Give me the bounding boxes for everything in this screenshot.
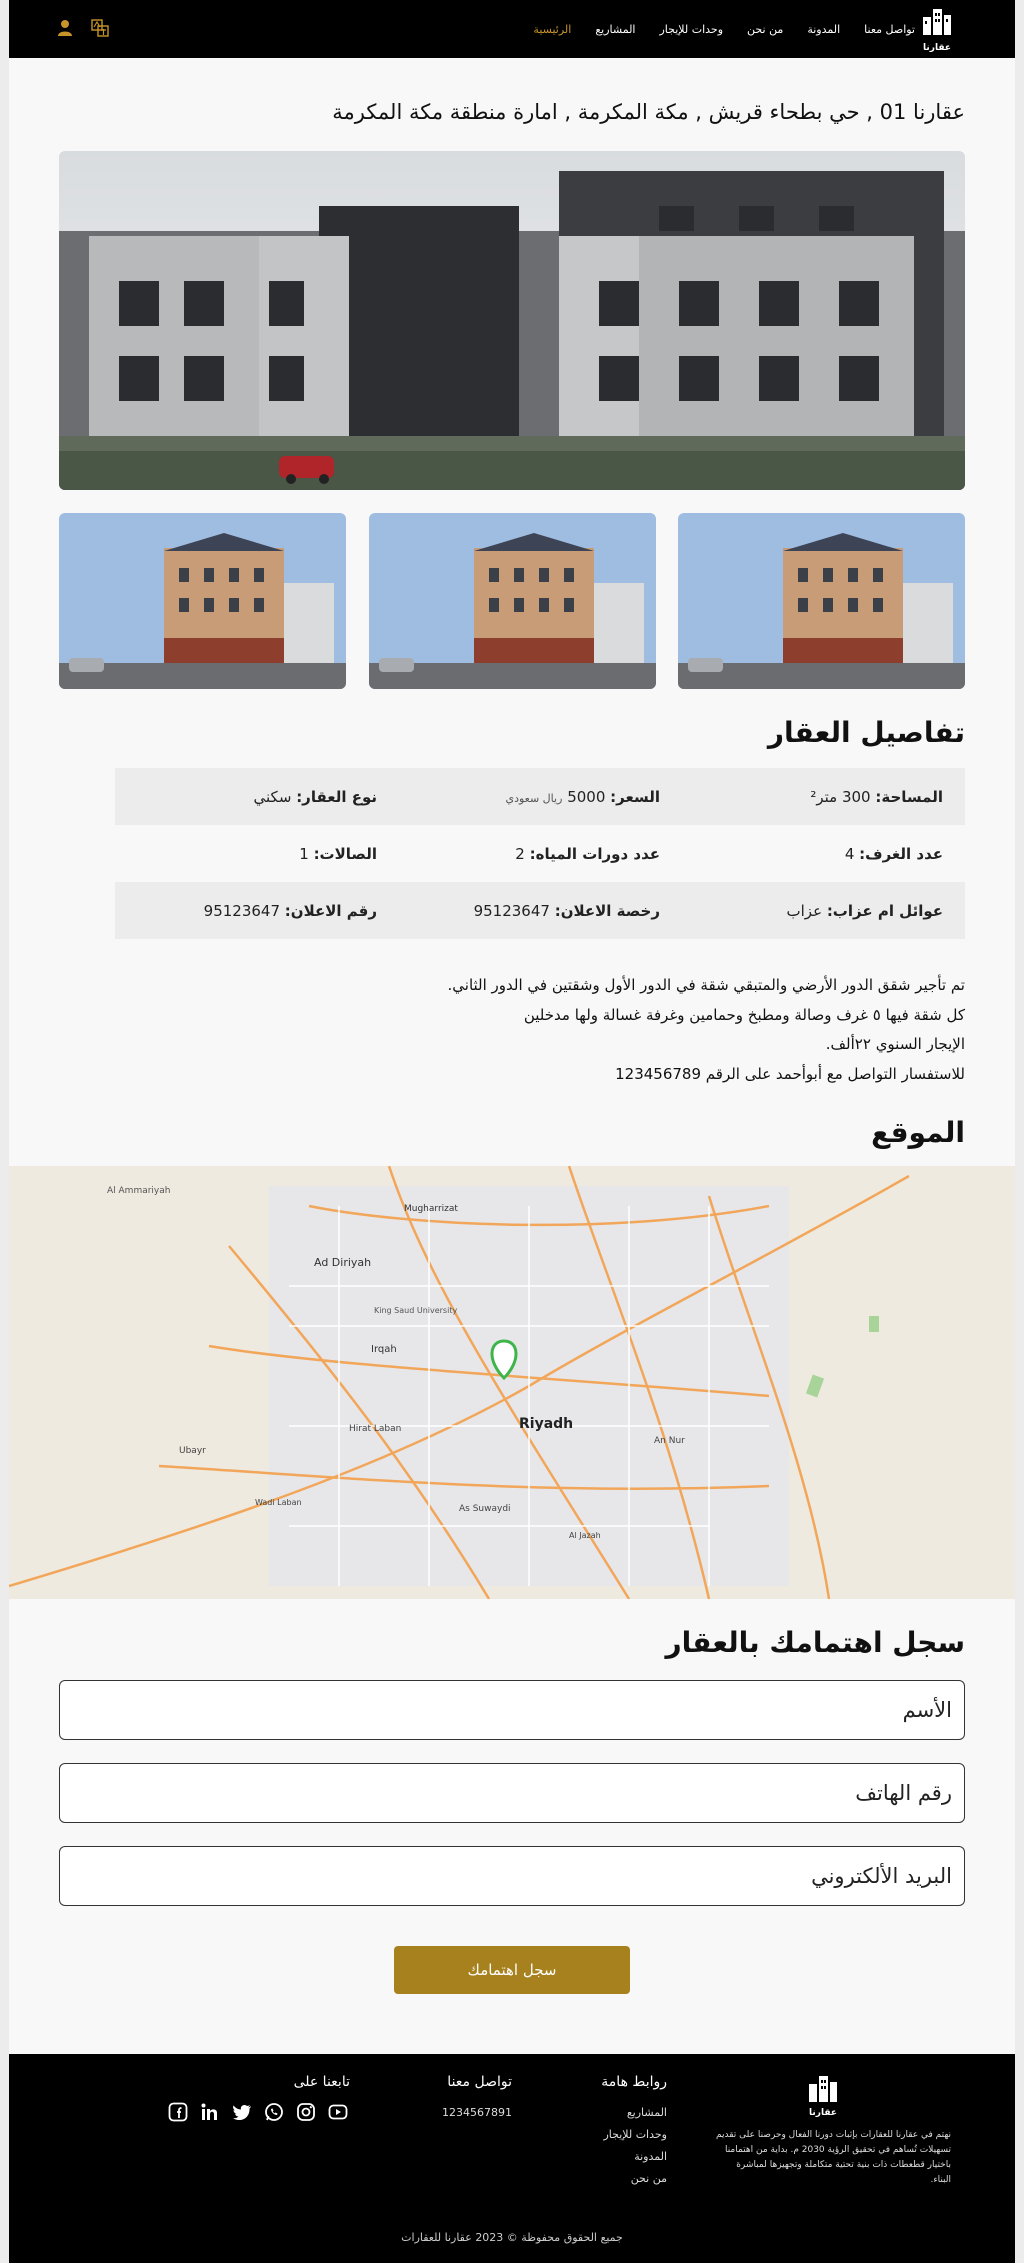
detail-value: 1 [299, 844, 309, 863]
description-line: للاستفسار التواصل مع أبوأحمد على الرقم 123456789 [615, 1064, 965, 1083]
thumbnail-building-illustration [59, 513, 346, 689]
thumbnail-image-3[interactable] [59, 513, 346, 689]
detail-label: المساحة: [875, 787, 943, 806]
description-line: كل شقة فيها ٥ غرف وصالة ومطبخ وحمامين وغرفة غسالة ولها مدخلين [523, 1005, 965, 1024]
nav-contact[interactable]: تواصل معنا [864, 22, 915, 36]
instagram-icon[interactable] [296, 2102, 318, 2124]
details-row [115, 882, 965, 939]
details-table [115, 768, 965, 939]
detail-value: 4 [844, 844, 855, 863]
description-line: تم تأجير شقق الدور الأرضي والمتبقي شقة في الدور الأول وشقتين في الدور الثاني. [447, 976, 965, 994]
details-row [115, 825, 965, 882]
currency-unit: ريال سعودي [505, 791, 563, 805]
name-placeholder: الأسم [902, 1698, 952, 1722]
youtube-icon[interactable] [328, 2102, 350, 2124]
detail-label: رخصة الاعلان: [554, 901, 660, 920]
footer-about-text: نهتم في عقارنا للعقارات بإثبات دورنا الفعال وحرصنا على تقديم تسهيلات تُساهم في تحقيق الرؤية 2030 م. بداية من اهتمامنا باختيار قطعطات ذات بنية تحتية متكاملة وتجهيزها لمباشرة البناء. [716, 2130, 951, 2185]
facebook-icon[interactable] [168, 2102, 190, 2124]
nav-about[interactable]: من نحن [747, 22, 784, 36]
map-place-label: Al Ammariyah [107, 1186, 171, 1196]
detail-label: الصالات: [313, 844, 377, 863]
interest-heading: سجل اهتمامك بالعقار [665, 1626, 965, 1659]
whatsapp-icon[interactable] [264, 2102, 286, 2124]
map-place-label: An Nur [654, 1436, 685, 1446]
detail-value: سكني [253, 787, 292, 806]
map-place-label: Al Jazah [569, 1531, 601, 1540]
footer-contact-phone: 1234567891 [442, 2106, 512, 2119]
footer-contact [442, 2074, 512, 2124]
phone-field[interactable] [59, 1763, 965, 1823]
user-icon[interactable] [57, 19, 73, 37]
nav-rental-units[interactable]: وحدات للإيجار [659, 22, 724, 36]
property-title: عقارنا 01 , حي بطحاء قريش , مكة المكرمة , امارة منطقة مكة المكرمة [332, 100, 965, 124]
map-place-label: Ubayr [179, 1446, 206, 1456]
footer [9, 2054, 1015, 2263]
footer-links-heading: روابط هامة [601, 2074, 667, 2090]
detail-tenant-type [682, 902, 965, 920]
footer-link-about[interactable]: من نحن [630, 2172, 667, 2185]
register-interest-button[interactable]: سجل اهتمامك [394, 1946, 630, 1994]
top-navbar [9, 0, 1015, 58]
detail-rooms [682, 845, 965, 863]
nav-home[interactable]: الرئيسية [533, 22, 572, 36]
footer-social [168, 2074, 350, 2124]
detail-bathrooms [399, 845, 682, 863]
detail-value: 95123647 [203, 901, 281, 920]
footer-logo[interactable] [803, 2074, 843, 2118]
details-row [115, 768, 965, 825]
language-icon[interactable] [91, 19, 109, 37]
map-place-label: Irqah [371, 1344, 397, 1355]
copyright-text: جميع الحقوق محفوظة © 2023 عقارنا للعقارات [401, 2231, 623, 2244]
detail-ad-number [116, 902, 399, 920]
detail-halls [116, 845, 399, 863]
main-property-image[interactable] [59, 151, 965, 490]
detail-label: نوع العقار: [296, 787, 377, 806]
footer-about [713, 2074, 951, 2188]
detail-ad-license [399, 902, 682, 920]
thumbnail-building-illustration [678, 513, 965, 689]
site-logo[interactable] [919, 7, 955, 51]
social-icons [168, 2102, 350, 2124]
map-canvas [9, 1166, 1015, 1599]
email-placeholder: البريد الألكتروني [811, 1864, 952, 1888]
location-map[interactable] [9, 1166, 1015, 1599]
logo-text: عقارنا [923, 43, 951, 53]
detail-label: عدد الغرف: [859, 844, 943, 863]
page [9, 0, 1015, 2263]
map-place-label: Wadi Laban [255, 1498, 302, 1507]
email-field[interactable] [59, 1846, 965, 1906]
map-place-label: King Saud University [374, 1306, 458, 1315]
thumbnail-image-1[interactable] [678, 513, 965, 689]
linkedin-icon[interactable] [200, 2102, 222, 2124]
footer-link-rental[interactable]: وحدات للإيجار [603, 2128, 667, 2141]
thumbnail-building-illustration [369, 513, 656, 689]
detail-type [116, 788, 399, 806]
footer-contact-heading: تواصل معنا [447, 2074, 512, 2090]
main-nav [533, 0, 915, 58]
detail-label: السعر: [610, 787, 660, 806]
footer-social-heading: تابعنا على [293, 2074, 350, 2090]
building-illustration [59, 151, 965, 490]
details-heading: تفاصيل العقار [767, 716, 965, 749]
footer-logo-text: عقارنا [809, 2108, 837, 2118]
detail-label: عدد دورات المياه: [529, 844, 660, 863]
footer-link-projects[interactable]: المشاريع [626, 2106, 667, 2119]
phone-placeholder: رقم الهاتف [855, 1781, 952, 1805]
nav-projects[interactable]: المشاريع [595, 22, 636, 36]
detail-value: 2 [515, 844, 525, 863]
footer-links [601, 2074, 667, 2190]
detail-price [399, 788, 682, 806]
header-icons [57, 19, 109, 37]
location-heading: الموقع [871, 1116, 965, 1149]
logo-building-icon [805, 2074, 841, 2104]
logo-building-icon [919, 7, 955, 37]
map-place-label: As Suwaydi [459, 1504, 511, 1514]
map-place-label: Hirat Laban [349, 1424, 402, 1434]
detail-value: عزاب [786, 901, 823, 920]
detail-value: 300 متر² [810, 787, 871, 806]
thumbnail-image-2[interactable] [369, 513, 656, 689]
detail-label: رقم الاعلان: [284, 901, 377, 920]
detail-value: 5000 [567, 787, 606, 806]
detail-value: 95123647 [473, 901, 550, 920]
map-place-label: Mugharrizat [404, 1204, 458, 1214]
twitter-icon[interactable] [232, 2102, 254, 2124]
footer-link-blog[interactable]: المدونة [634, 2150, 667, 2163]
detail-area [682, 788, 965, 806]
description-line: الإيجار السنوي ٢٢ألف. [825, 1035, 965, 1053]
map-place-label: Ad Diriyah [314, 1256, 372, 1269]
detail-label: عوائل ام عزاب: [826, 901, 943, 920]
name-field[interactable] [59, 1680, 965, 1740]
property-description [59, 971, 965, 1089]
map-city-label: Riyadh [519, 1416, 574, 1432]
nav-blog[interactable]: المدونة [807, 22, 841, 36]
